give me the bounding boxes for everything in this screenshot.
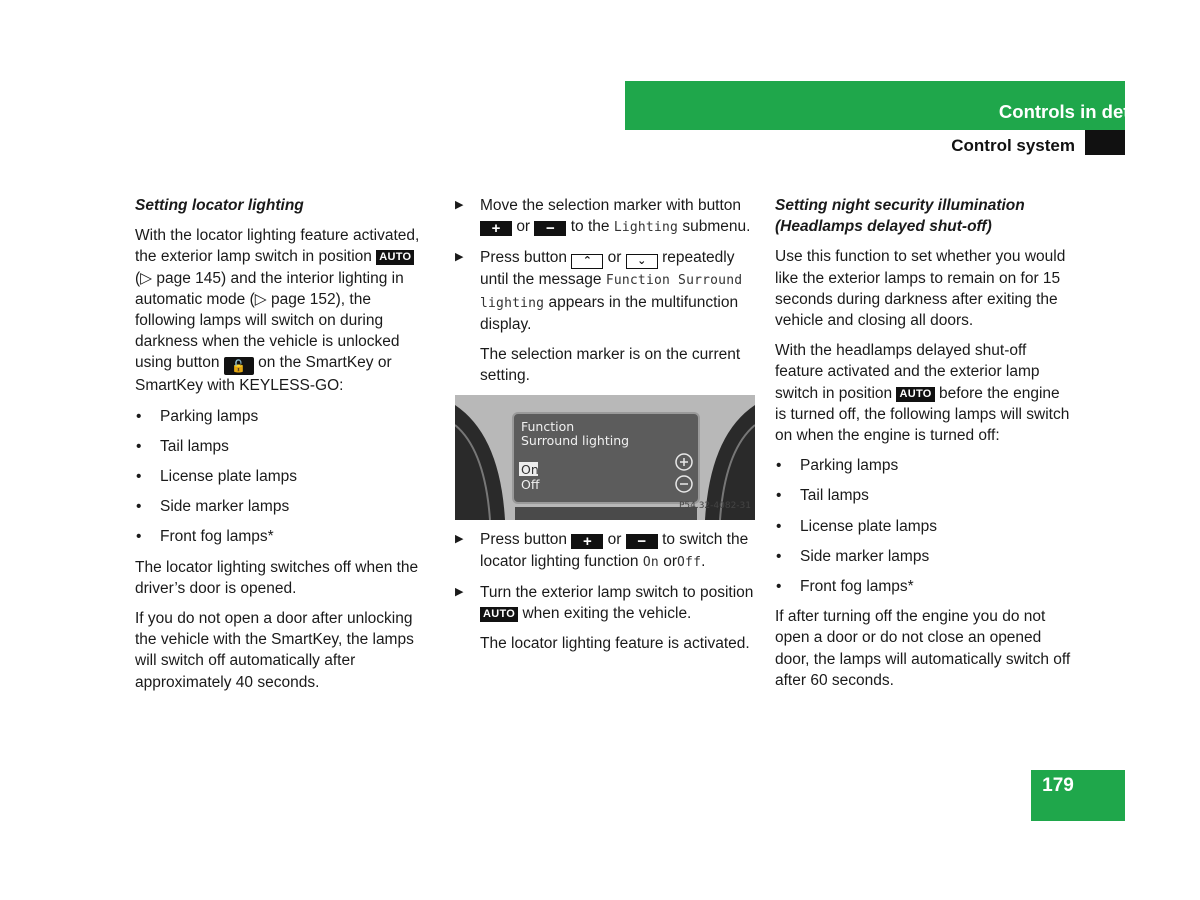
- step-text: Press button: [480, 249, 568, 267]
- minus-button-icon: −: [626, 534, 658, 549]
- page-number: 179: [1042, 775, 1074, 796]
- note-feature-activated: The locator lighting feature is activated.: [480, 635, 750, 653]
- list-item: • Parking lamps: [775, 455, 1075, 476]
- heading-night-security: Setting night security illumination (Headlamps delayed shut-off): [775, 197, 1025, 236]
- step-text: to switch the locator lighting function: [480, 531, 749, 570]
- list-item: • Front fog lamps*: [775, 576, 1075, 597]
- step-1: [455, 195, 755, 238]
- figure-code: P54.32-4082-31: [678, 501, 751, 512]
- paragraph-driver-door: The locator lighting switches off when the driver’s door is opened.: [135, 558, 419, 597]
- header-marker: [1085, 130, 1125, 155]
- step-text: repeatedly until the message: [480, 249, 735, 289]
- step-arrow-icon: ▶: [455, 585, 464, 598]
- step-text: Move the selection marker with button: [480, 197, 742, 214]
- list-item: • Tail lamps: [775, 485, 1075, 506]
- intro-text-b: (▷ page 145) and the interior lighting in automatic mode (▷ page 152), the following lamps will switch on during darkness when the vehicle is unlocked using button: [135, 269, 404, 372]
- step-arrow-icon: ▶: [455, 533, 464, 546]
- list-item: • Tail lamps: [135, 436, 435, 457]
- up-button-icon: ⌃: [571, 254, 603, 269]
- minus-button-icon: −: [534, 221, 566, 236]
- paragraph-auto-off: If you do not open a door after unlocking the vehicle with the SmartKey, the lamps will switch off automatically after approximately 40 seconds.: [135, 610, 414, 691]
- auto-icon: AUTO: [480, 607, 518, 622]
- down-button-icon: ⌄: [626, 254, 658, 269]
- plus-button-icon: +: [571, 534, 603, 549]
- section-subtitle: Control system: [951, 136, 1075, 155]
- display-text: Off: [677, 554, 702, 570]
- paragraph-delayed-shutoff: [775, 340, 1075, 446]
- step-text: when exiting the vehicle.: [522, 605, 692, 623]
- step-arrow-icon: ▶: [455, 199, 464, 211]
- list-item: • Side marker lamps: [135, 496, 435, 517]
- step-arrow-icon: ▶: [455, 251, 464, 264]
- display-line-1: Function: [521, 419, 575, 435]
- list-item: • License plate lamps: [135, 466, 435, 487]
- paragraph-60-seconds: If after turning off the engine you do not open a door or do not close an opened door, the lamps will automatically switch off after 60 seconds.: [775, 608, 1071, 689]
- para-text-a: With the headlamps delayed shut-off feature activated and the exterior lamp switch in position: [775, 342, 1040, 402]
- step-text: or: [607, 531, 622, 549]
- list-item: • Side marker lamps: [775, 546, 1075, 567]
- list-item: • Parking lamps: [135, 406, 435, 427]
- step-text: appears in the multifunction display.: [480, 293, 739, 333]
- list-item: • License plate lamps: [775, 516, 1075, 537]
- section-title: Controls in detail: [998, 101, 1150, 122]
- list-item: • Front fog lamps*: [135, 526, 435, 547]
- display-text: Lighting: [613, 220, 679, 236]
- step-text: or: [516, 218, 531, 236]
- step-2: [455, 247, 755, 335]
- plus-button-icon: +: [480, 221, 512, 236]
- display-option-on: On: [521, 462, 539, 478]
- display-line-2: Surround lighting: [521, 433, 630, 449]
- note-selection-marker: The selection marker is on the current setting.: [480, 346, 741, 385]
- step-text: Press button: [480, 531, 568, 549]
- step-3: [455, 529, 755, 572]
- display-text: Function Surround lighting: [480, 273, 743, 311]
- column-1: [135, 195, 435, 702]
- step-text: or: [607, 249, 622, 267]
- step-text: .: [701, 552, 706, 570]
- heading-locator-lighting: Setting locator lighting: [135, 197, 304, 214]
- multifunction-display-figure: [455, 395, 755, 520]
- para-text-b: before the engine is turned off, the following lamps will switch on when the engine is turned off:: [775, 384, 1070, 445]
- step-text: submenu.: [682, 218, 751, 236]
- step-text: to the: [570, 218, 610, 236]
- intro-text-a: With the locator lighting feature activated, the exterior lamp switch in position: [135, 227, 420, 266]
- unlock-button-icon: 🔓: [224, 357, 254, 375]
- step-text: Turn the exterior lamp switch to position: [480, 583, 754, 601]
- auto-icon: AUTO: [896, 387, 934, 402]
- column-3: [775, 195, 1075, 700]
- intro-text-c: on the SmartKey or SmartKey with KEYLESS-GO:: [135, 354, 392, 395]
- step-4: [455, 582, 755, 624]
- display-option-off: Off: [521, 477, 540, 493]
- intro-paragraph: [135, 225, 435, 396]
- column-2: [455, 195, 755, 663]
- auto-icon: AUTO: [376, 250, 414, 265]
- display-text: On: [642, 554, 659, 570]
- step-text: or: [663, 552, 678, 570]
- paragraph-function-purpose: Use this function to set whether you would like the exterior lamps to remain on for 15 seconds during darkness after exiting the vehicle and closing all doors.: [775, 248, 1066, 330]
